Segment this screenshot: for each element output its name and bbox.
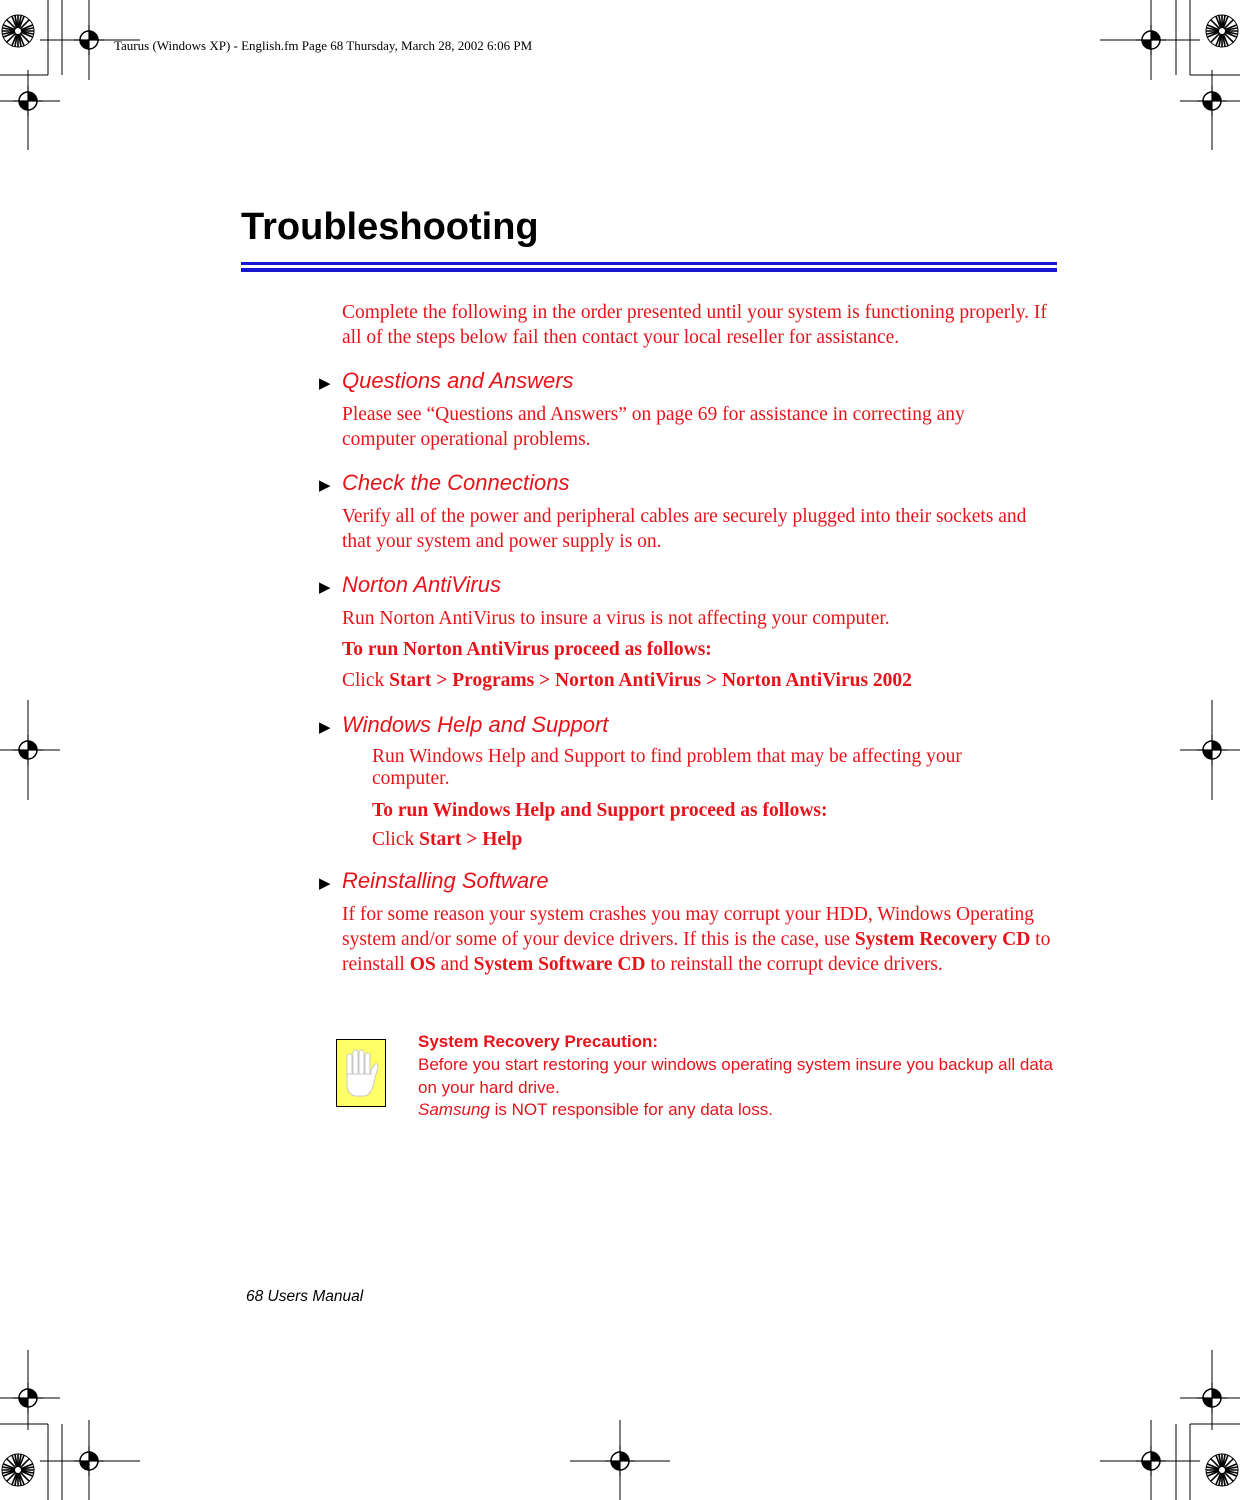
- bullet-arrow-icon: ▶: [319, 876, 331, 892]
- menu-path-norton: Start > Programs > Norton AntiVirus > Norton AntiVirus 2002: [389, 670, 912, 691]
- stop-hand-icon: [336, 1039, 386, 1107]
- reinstall-text-1: If for some reason your system crashes you may corrupt your HDD, Windows Operating system and/or some of your device drivers. If this is the case, use: [342, 904, 1035, 950]
- note-title: System Recovery Precaution:: [418, 1032, 658, 1051]
- page-footer: 68 Users Manual: [246, 1288, 364, 1305]
- brand-name: Samsung: [418, 1100, 490, 1119]
- section-body-connections: Verify all of the power and peripheral cables are securely plugged into their sockets and that your system and power supply is on.: [342, 506, 1027, 552]
- note-line-1: Before you start restoring your windows operating system insure you backup all data on your hard drive.: [418, 1055, 1053, 1097]
- page-title: Troubleshooting: [241, 206, 539, 248]
- click-prefix: Click: [372, 829, 415, 850]
- system-software-cd: System Software CD: [473, 954, 646, 975]
- instruction-help: [372, 827, 522, 852]
- bullet-arrow-icon: ▶: [319, 376, 331, 392]
- bullet-arrow-icon: ▶: [319, 478, 331, 494]
- reinstall-text-3: and: [440, 954, 469, 975]
- section-body-qa: Please see “Questions and Answers” on page 69 for assistance in correcting any computer operational problems.: [342, 404, 965, 450]
- click-prefix: Click: [342, 670, 385, 691]
- section-heading-help: Windows Help and Support: [342, 712, 609, 737]
- procedure-label-help: To run Windows Help and Support proceed as follows:: [372, 800, 828, 821]
- hand-glyph: [337, 1040, 385, 1106]
- reinstall-text-4: to reinstall the corrupt device drivers.: [650, 954, 943, 975]
- section-body-norton: Run Norton AntiVirus to insure a virus is not affecting your computer.: [342, 608, 890, 629]
- section-heading-qa: Questions and Answers: [342, 368, 574, 393]
- print-header-line: Taurus (Windows XP) - English.fm Page 68 Thursday, March 28, 2002 6:06 PM: [114, 38, 533, 53]
- intro-paragraph: Complete the following in the order presented until your system is functioning properly. If all of the steps below fail then contact your local reseller for assistance.: [342, 302, 1047, 348]
- procedure-label-norton: To run Norton AntiVirus proceed as follows:: [342, 639, 712, 660]
- bullet-arrow-icon: ▶: [319, 720, 331, 736]
- section-body-reinstall: [342, 902, 1058, 977]
- title-rule-bottom: [241, 268, 1057, 272]
- note-disclaimer: is NOT responsible for any data loss.: [494, 1100, 773, 1119]
- section-heading-reinstall: Reinstalling Software: [342, 868, 549, 893]
- bullet-arrow-icon: ▶: [319, 580, 331, 596]
- system-recovery-cd: System Recovery CD: [854, 929, 1031, 950]
- section-heading-connections: Check the Connections: [342, 470, 570, 495]
- title-rule-top: [241, 262, 1057, 265]
- reinstall-text-2: to reinstall: [342, 929, 1051, 975]
- instruction-norton: [342, 668, 912, 693]
- os-label: OS: [409, 954, 436, 975]
- section-heading-norton: Norton AntiVirus: [342, 572, 501, 597]
- menu-path-help: Start > Help: [419, 829, 523, 850]
- note-line-2: [418, 1099, 773, 1122]
- section-body-help: Run Windows Help and Support to find problem that may be affecting your computer.: [372, 746, 962, 789]
